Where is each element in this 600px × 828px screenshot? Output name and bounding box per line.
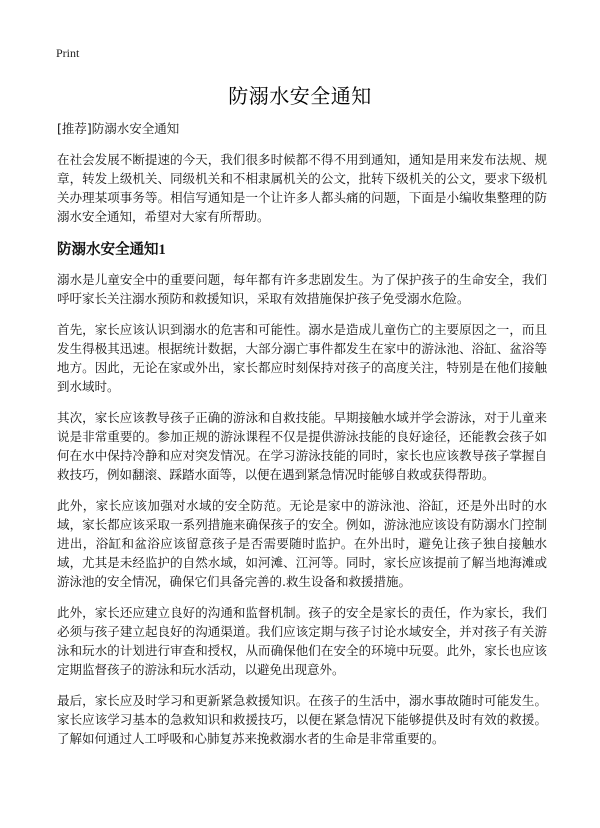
article-body (57, 120, 547, 758)
body-paragraph: 溺水是儿童安全中的重要问题，每年都有许多悲剧发生。为了保护孩子的生命安全，我们呼吁家长关注溺水预防和救援知识，采取有效措施保护孩子免受溺水危险。 (57, 272, 547, 306)
section-heading: 防溺水安全通知1 (57, 242, 166, 258)
body-paragraph: 此外，家长应该加强对水域的安全防范。无论是家中的游泳池、浴缸，还是外出时的水域，家长都应该采取一系列措施来确保孩子的安全。例如，游泳池应该设有防溺水门控制进出，浴缸和盆浴应该留意孩子是否需要随时监护。在外出时，避免让孩子独自接触水域，尤其是未经监护的自然水域，如河滩、江河等。同时，家长应该提前了解当地海滩或游泳池的安全情况，确保它们具备完善的.救生设备和救援措施。 (57, 498, 547, 589)
intro-paragraph: 在社会发展不断提速的今天，我们很多时候都不得不用到通知，通知是用来发布法规、规章，转发上级机关、同级机关和不相隶属机关的公文，批转下级机关的公文，要求下级机关办理某项事务等。相信写通知是一个让许多人都头痛的问题，下面是小编收集整理的防溺水安全通知，希望对大家有所帮助。 (57, 152, 547, 224)
body-paragraph: 首先，家长应该认识到溺水的危害和可能性。溺水是造成儿童伤亡的主要原因之一，而且发生得极其迅速。根据统计数据，大部分溺亡事件都发生在家中的游泳池、浴缸、盆浴等地方。因此，无论在家或外出，家长都应时刻保持对孩子的高度关注，特别是在他们接触到水域时。 (57, 322, 547, 394)
body-paragraph: 最后，家长应及时学习和更新紧急救援知识。在孩子的生活中，溺水事故随时可能发生。家长应该学习基本的急救知识和救援技巧，以便在紧急情况下能够提供及时有效的救援。了解如何通过人工呼吸和心肺复苏来挽救溺水者的生命是非常重要的。 (57, 693, 547, 746)
body-paragraph: 此外，家长还应建立良好的沟通和监督机制。孩子的安全是家长的责任，作为家长，我们必须与孩子建立起良好的沟通渠道。我们应该定期与孩子讨论水域安全，并对孩子有关游泳和玩水的计划进行审查和授权，从而确保他们在安全的环境中玩耍。此外，家长也应该定期监督孩子的游泳和玩水活动，以避免出现意外。 (57, 605, 547, 677)
page-title: 防溺水安全通知 (228, 84, 372, 108)
print-link[interactable]: Print (56, 46, 80, 60)
body-paragraph: 其次，家长应该教导孩子正确的游泳和自救技能。早期接触水域并学会游泳，对于儿童来说是非常重要的。参加正规的游泳课程不仅是提供游泳技能的良好途径，还能教会孩子如何在水中保持冷静和应对突发情况。在学习游泳技能的同时，家长也应该教导孩子掌握自救技巧，例如翻滚、踩踏水面等，以便在遇到紧急情况时能够自救或获得帮助。 (57, 410, 547, 482)
recommend-tag-line: [推荐]防溺水安全通知 (57, 121, 180, 136)
